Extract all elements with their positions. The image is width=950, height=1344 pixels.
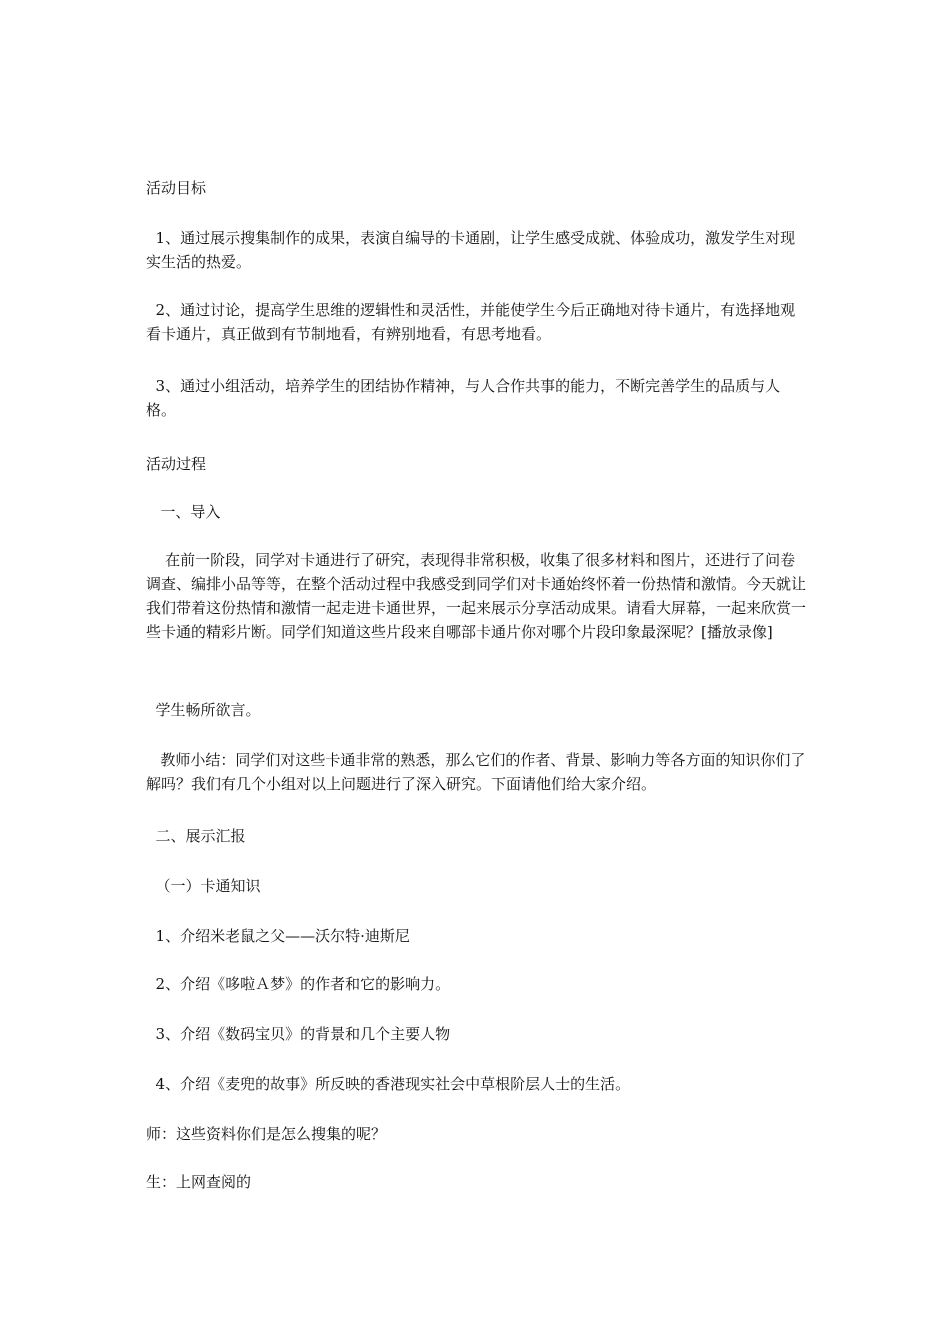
subsection-cartoon-knowledge-heading: （一）卡通知识 bbox=[146, 877, 261, 895]
student-answer: 生：上网查阅的 bbox=[146, 1173, 252, 1191]
students-speak-paragraph: 学生畅所欲言。 bbox=[146, 701, 261, 719]
section-introduction-heading: 一、导入 bbox=[146, 503, 221, 521]
heading-activity-process: 活动过程 bbox=[146, 455, 207, 473]
teacher-question: 师：这些资料你们是怎么搜集的呢？ bbox=[146, 1125, 387, 1143]
section-presentation-heading: 二、展示汇报 bbox=[146, 827, 246, 845]
heading-activity-goals: 活动目标 bbox=[146, 179, 207, 197]
teacher-summary-paragraph: 教师小结：同学们对这些卡通非常的熟悉，那么它们的作者、背景、影响力等各方面的知识你们了解吗？我们有几个小组对以上问题进行了深入研究。下面请他们给大家介绍。 bbox=[146, 751, 806, 793]
goal-2-paragraph: 2、通过讨论，提高学生思维的逻辑性和灵活性，并能使学生今后正确地对待卡通片，有选择地观看卡通片，真正做到有节制地看，有辨别地看，有思考地看。 bbox=[146, 301, 796, 343]
introduction-paragraph: 在前一阶段，同学对卡通进行了研究，表现得非常积极，收集了很多材料和图片，还进行了问卷调查、编排小品等等，在整个活动过程中我感受到同学们对卡通始终怀着一份热情和激情。今天就让我们带着这份热情和激情一起走进卡通世界，一起来展示分享活动成果。请看大屏幕，一起来欣赏一些卡通的精彩片断。同学们知道这些片段来自哪部卡通片你对哪个片段印象最深呢？[播放录像] bbox=[146, 551, 807, 641]
goal-1-paragraph: 1、通过展示搜集制作的成果，表演自编导的卡通剧，让学生感受成就、体验成功，激发学生对现实生活的热爱。 bbox=[146, 229, 796, 271]
goal-3-paragraph: 3、通过小组活动，培养学生的团结协作精神，与人合作共事的能力，不断完善学生的品质与人格。 bbox=[146, 377, 781, 419]
list-item: 3、介绍《数码宝贝》的背景和几个主要人物 bbox=[146, 1025, 451, 1043]
list-item: 4、介绍《麦兜的故事》所反映的香港现实社会中草根阶层人士的生活。 bbox=[146, 1075, 631, 1093]
list-item: 2、介绍《哆啦Ａ梦》的作者和它的影响力。 bbox=[146, 975, 451, 993]
list-item: 1、介绍米老鼠之父——沃尔特·迪斯尼 bbox=[146, 927, 410, 945]
